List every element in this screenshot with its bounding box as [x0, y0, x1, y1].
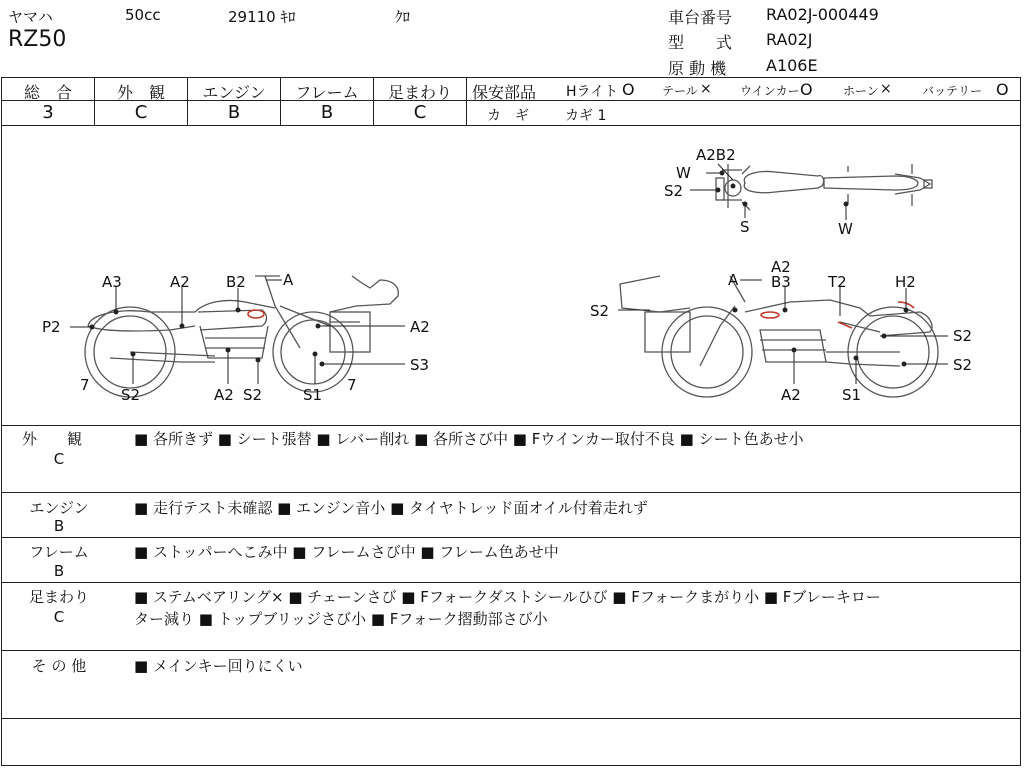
- bike-diagram: [0, 126, 1022, 424]
- safety-mark-battery: O: [996, 80, 1009, 99]
- remark-grade-exterior: C: [53, 450, 65, 468]
- diagram-label: S2: [664, 182, 684, 200]
- grade-exterior-label: 外 観: [116, 83, 165, 102]
- grade-frame-label: フレーム: [295, 83, 359, 102]
- safety-mark-horn: ×: [880, 81, 892, 97]
- diagram-label: S2: [953, 327, 973, 345]
- diagram-label: 7: [80, 376, 90, 394]
- remark-grade-suspension: C: [53, 608, 65, 626]
- grade-engine-value: B: [227, 102, 241, 123]
- mileage: 29110 ｷﾛ: [228, 8, 296, 26]
- remark-label-engine: エンジン: [29, 499, 89, 517]
- divider: [1, 425, 1021, 426]
- diagram-label: B2: [226, 273, 246, 291]
- engine-model-label: 原 動 機: [668, 59, 727, 78]
- maker: ヤマハ: [8, 8, 53, 26]
- remark-text-suspension-2: ター減り ■ トップブリッジさび小 ■ Fフォーク摺動部さび小: [134, 610, 548, 628]
- diagram-label: S: [740, 218, 750, 236]
- bike-top-view: [716, 164, 932, 210]
- remark-grade-engine: B: [53, 517, 65, 535]
- safety-item-tail: テール: [662, 84, 698, 98]
- damage-mark: [248, 310, 264, 318]
- divider: [1, 537, 1021, 538]
- remark-text-frame: ■ ストッパーへこみ中 ■ フレームさび中 ■ フレーム色あせ中: [134, 543, 559, 561]
- safety-item-horn: ホーン: [843, 84, 879, 98]
- divider: [1, 492, 1021, 493]
- remark-label-suspension: 足まわり: [28, 588, 89, 606]
- remark-text-exterior: ■ 各所きず ■ シート張替 ■ レバー削れ ■ 各所さび中 ■ Fウインカー取付不良 ■ シート色あせ小: [134, 430, 804, 448]
- grade-suspension-value: C: [413, 102, 427, 123]
- safety-label: 保安部品: [472, 83, 537, 102]
- remark-label-frame: フレーム: [29, 543, 89, 561]
- diagram-label: P2: [42, 318, 61, 336]
- diagram-label: W: [676, 164, 691, 182]
- divider: [1, 718, 1021, 719]
- diagram-label: S1: [842, 386, 862, 404]
- safety-item-winker: ウインカー: [740, 84, 800, 98]
- remark-grade-frame: B: [53, 562, 65, 580]
- key-label: カ ギ: [487, 108, 529, 124]
- remark-label-exterior: 外 観: [21, 430, 82, 448]
- grade-total-value: 3: [42, 102, 54, 123]
- chassis-label: 車台番号: [668, 8, 733, 27]
- diagram-label: A3: [102, 273, 122, 291]
- grade-suspension-label: 足まわり: [387, 83, 452, 102]
- safety-item-headlight: Hライト: [566, 84, 619, 100]
- remark-text-engine: ■ 走行テスト未確認 ■ エンジン音小 ■ タイヤトレッド面オイル付着走れず: [134, 499, 648, 517]
- diagram-label: A2B2: [696, 146, 736, 164]
- safety-mark-headlight: O: [622, 80, 635, 99]
- divider: [466, 78, 467, 125]
- diagram-label: A2: [771, 258, 791, 276]
- remark-text-other: ■ メインキー回りにくい: [134, 657, 303, 675]
- diagram-label: S2: [953, 356, 973, 374]
- remark-label-other: そ の 他: [31, 657, 87, 675]
- safety-mark-winker: O: [800, 80, 813, 99]
- diagram-label: S1: [303, 386, 323, 404]
- chassis-value: RA02J-000449: [766, 5, 879, 24]
- grade-exterior-value: C: [134, 102, 148, 123]
- grade-engine-label: エンジン: [202, 83, 266, 102]
- grade-total-label: 総 合: [23, 83, 72, 102]
- diagram-label: A: [728, 271, 739, 289]
- type-value: RA02J: [766, 30, 813, 49]
- diagram-label: S3: [410, 356, 430, 374]
- safety-item-battery: バッテリー: [922, 84, 983, 98]
- diagram-label: W: [838, 220, 853, 238]
- model-name: RZ50: [8, 27, 67, 52]
- body-color: ｸﾛ: [395, 8, 411, 26]
- diagram-label: S2: [243, 386, 263, 404]
- safety-mark-tail: ×: [700, 81, 712, 97]
- diagram-label: S2: [121, 386, 141, 404]
- diagram-label: S2: [590, 302, 610, 320]
- engine-model-value: A106E: [766, 56, 818, 75]
- diagram-label: A2: [170, 273, 190, 291]
- divider: [1, 582, 1021, 583]
- diagram-label: 7: [347, 376, 357, 394]
- remark-text-suspension-1: ■ ステムベアリング× ■ チェーンさび ■ Fフォークダストシールひび ■ Fフォークまがり小 ■ Fブレーキロー: [134, 588, 881, 606]
- divider: [467, 101, 1021, 102]
- displacement: 50cc: [125, 6, 161, 24]
- diagram-label: A2: [410, 318, 430, 336]
- diagram-label: A2: [214, 386, 234, 404]
- divider: [1, 650, 1021, 651]
- diagram-label: A: [283, 271, 294, 289]
- damage-mark: [761, 312, 779, 318]
- grade-frame-value: B: [320, 102, 334, 123]
- diagram-label: B3: [771, 273, 791, 291]
- diagram-label: A2: [781, 386, 801, 404]
- key-value: カギ 1: [565, 108, 607, 124]
- diagram-label: H2: [895, 273, 916, 291]
- type-label: 型 式: [668, 33, 733, 52]
- diagram-label: T2: [828, 273, 847, 291]
